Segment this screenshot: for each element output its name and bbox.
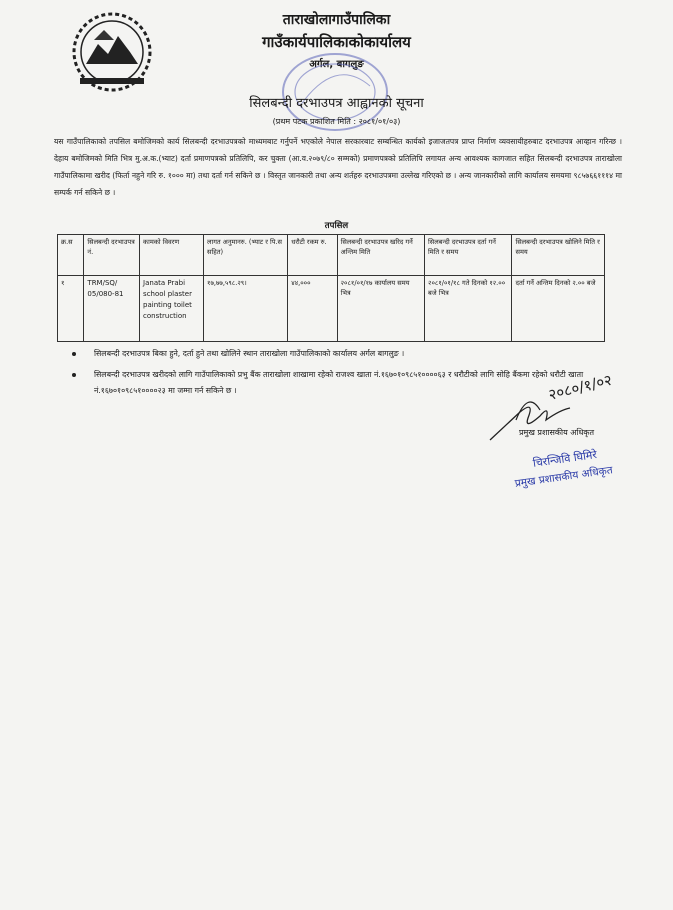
header-bid-number: सिलबन्दी दरभाउपत्र नं. [84,235,140,276]
header-deposit-amount: धरौटी रकम रु. [288,235,337,276]
header-work-description: कामको विवरण [140,235,204,276]
header-cost-estimate: लागत अनुमानरु. (भ्याट र पि.स सहित) [204,235,288,276]
signatory-title: प्रमुख प्रशासकीय अधिकृत [519,428,595,437]
header-submission-date: सिलबन्दी दरभाउपत्र दर्ता गर्ने मिति र समय [425,235,512,276]
cell-bid-number: TRM/SQ/ 05/080-81 [84,276,140,342]
list-item: सिलबन्दी दरभाउपत्र खरीदको लागि गाउँपालिकाको प्रभु बैंक ताराखोला शाखामा रहेको राजश्व खाता नं.१६७०१०९८५१००००६३ र धरौटीको लागि सोहि बैंकमा रहेको धरौटी खाता नं.१६७०१०९८५१००००२३ मा जम्मा गर्न सकिने छ । [80,367,605,399]
bid-schedule-table [57,234,605,342]
header-opening-date: सिलबन्दी दरभाउपत्र खोलिने मिति र समय [512,235,605,276]
header-purchase-deadline: सिलबन्दी दरभाउपत्र खरिद गर्ने अन्तिम मिति [337,235,424,276]
list-item: सिलबन्दी दरभाउपत्र बिका हुने, दर्ता हुने तथा खोलिने स्थान ताराखोला गाउँपालिकाको कार्यालय अर्गल बागलुङ । [80,346,605,362]
bullet-icon [72,352,76,356]
publication-date: (प्रथम पटक प्रकाशित मिति : २०८१/०१/०३) [272,117,401,126]
cell-submission-date: २०८१/०१/१८ गते दिनको १२.०० बजे भित्र [425,276,512,342]
table-row [58,276,605,342]
cell-serial: १ [58,276,84,342]
notice-body: यस गाउँपालिकाको तपसिल बमोजिमको कार्य सिलबन्दी दरभाउपत्रको माध्यमबाट गर्नुपर्ने भएकोले नेपाल सरकारबाट सम्बन्धित कार्यको इजाजतपत्र प्राप्त निर्माण व्यवसायीहरुबाट दरभाउपत्र आव्हान गरिन्छ । देहाय बमोजिमको मिति भित्र मु.अ.क.(भ्याट) दर्ता प्रमाणपत्रको प्रतिलिपि, कर चुक्ता (आ.व.२०७९/८० सम्मको) प्रमाणपत्रको प्रतिलिपि लगायत अन्य आवश्यक कागजात सहित सिलबन्दी दरभाउपत्र ताराखोला गाउँपालिकामा खरीद (फिर्ता नहुने गरि रु. १००० मा) तथा दर्ता गर्न सकिने छ । विस्तृत जानकारी तथा अन्य शर्तहरु दरभाउपत्रमा उल्लेख गरिएको छ । अन्य जानकारीको लागि कार्यालय समयमा ९८५७६६१११४ मा सम्पर्क गर्न सकिने छ । [54,137,622,197]
signature-date: २०८०/१/०२ [546,370,614,404]
bullet-icon [72,373,76,377]
cell-opening-date: दर्ता गर्ने अन्तिम दिनको २.०० बजे [512,276,605,342]
cell-cost-estimate: १७,७७,५९८.२९। [204,276,288,342]
table-header-row [58,235,605,276]
municipality-name: ताराखोलागाउँपालिका [282,12,391,28]
notice-title: सिलबन्दी दरभाउपत्र आह्वानको सूचना [249,96,424,111]
cell-work-description: Janata Prabi school plaster painting toilet construction [140,276,204,342]
stamp-officer-name: चिरन्जिवि घिमिरे [532,448,598,470]
office-name: गाउँकार्यपालिकाकोकार्यालय [262,33,411,51]
header-serial: क्र.स [58,235,84,276]
schedule-heading: तपसिल [324,221,349,231]
office-location: अर्गल, बागलुङ [309,59,364,70]
cell-deposit-amount: ४४,००० [288,276,337,342]
cell-purchase-deadline: २०८१/०१/१७ कार्यालय समय भित्र [337,276,424,342]
stamp-officer-title: प्रमुख प्रशासकीय अधिकृत [514,464,614,490]
